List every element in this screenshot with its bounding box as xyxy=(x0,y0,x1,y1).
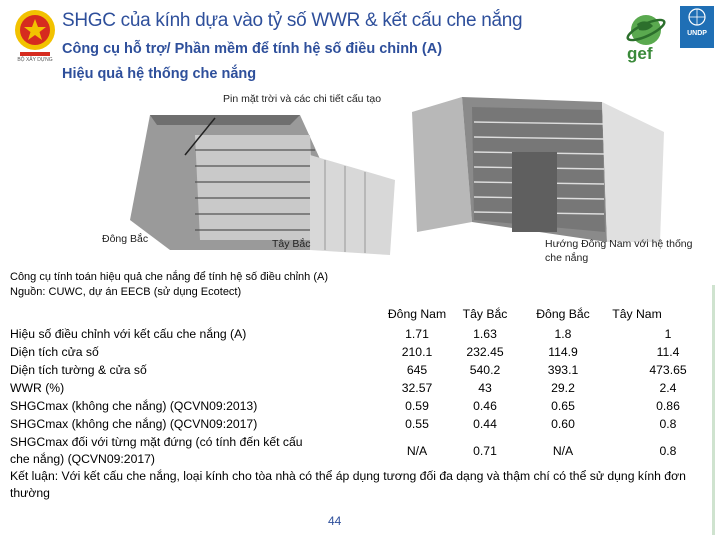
table-cell: 1 xyxy=(664,327,672,341)
table-cell: 1.71 xyxy=(405,327,429,341)
col-header-dong-bac: Đông Bắc xyxy=(536,307,590,321)
table-cell: 232.45 xyxy=(466,345,504,359)
table-cell: 29.2 xyxy=(551,381,575,395)
table-cell: 0.86 xyxy=(656,399,680,413)
caption-northeast: Đông Bắc xyxy=(102,233,149,245)
row-label-a-factor: Hiệu số điều chỉnh với kết cấu che nắng (A) xyxy=(10,327,247,341)
table-cell: 0.71 xyxy=(473,444,497,458)
emblem-caption: BỘ XÂY DỰNG xyxy=(17,57,53,63)
table-cell: 32.57 xyxy=(401,381,433,395)
table-cell: 0.60 xyxy=(551,417,575,431)
table-cell: N/A xyxy=(406,444,428,458)
slide-title: SHGC của kính dựa vào tỷ số WWR & kết cấu che nắng xyxy=(62,10,523,31)
row-label-window-area: Diện tích cửa số xyxy=(10,345,99,359)
gef-label: gef xyxy=(627,44,653,63)
col-header-tay-bac: Tây Bắc xyxy=(462,307,508,321)
row-label-shgc-2017: SHGCmax (không che nắng) (QCVN09:2017) xyxy=(10,417,258,431)
decorative-side-bar xyxy=(712,285,715,535)
table-cell: 43 xyxy=(478,381,492,395)
table-cell: 645 xyxy=(406,363,428,377)
page-number: 44 xyxy=(328,514,342,528)
table-cell: 11.4 xyxy=(656,345,680,359)
row-label-shgc-2013: SHGCmax (không che nắng) (QCVN09:2013) xyxy=(10,399,258,413)
caption-southeast-shading: Hướng Đông Nam với hệ thống che nắng xyxy=(545,238,693,264)
col-header-tay-nam: Tây Nam xyxy=(612,307,662,321)
table-cell: 2.4 xyxy=(659,381,677,395)
table-cell: 114.9 xyxy=(548,345,578,359)
intro-line-1: Công cụ tính toán hiệu quả che nắng để tính hệ số điều chỉnh (A) xyxy=(10,271,329,283)
row-label-shgc-facade-line1: SHGCmax đối với từng mặt đứng (có tính đến kết cấu xyxy=(10,435,303,449)
undp-label: UNDP xyxy=(687,30,707,37)
national-emblem-logo xyxy=(12,8,58,64)
table-cell: 0.44 xyxy=(473,417,497,431)
table-cell: 0.55 xyxy=(405,417,429,431)
table-cell: 0.8 xyxy=(659,417,677,431)
row-label-wwr: WWR (%) xyxy=(10,381,65,395)
undp-logo xyxy=(680,6,714,66)
table-cell: 0.8 xyxy=(659,444,677,458)
slide-subtitle: Công cụ hỗ trợ/ Phần mềm để tính hệ số điều chỉnh (A) xyxy=(62,41,443,57)
gef-logo xyxy=(617,8,675,66)
table-cell: 0.65 xyxy=(551,399,575,413)
table-cell: 0.46 xyxy=(473,399,497,413)
table-cell: 210.1 xyxy=(401,345,433,359)
intro-line-2: Nguồn: CUWC, dự án EECB (sử dụng Ecotect) xyxy=(10,286,242,298)
table-cell: 540.2 xyxy=(469,363,501,377)
caption-northwest: Tây Bắc xyxy=(272,238,311,250)
table-cell: 393.1 xyxy=(547,363,579,377)
table-cell: 1.63 xyxy=(473,327,497,341)
caption-solar-panel: Pin mặt trời và các chi tiết cấu tạo xyxy=(223,92,393,106)
table-cell: 473.65 xyxy=(649,363,687,377)
table-cell: 1.8 xyxy=(554,327,572,341)
row-label-wall-window-area: Diện tích tường & cửa số xyxy=(10,363,147,377)
slide-subtitle-2: Hiệu quả hệ thống che nắng xyxy=(62,66,257,82)
table-cell: N/A xyxy=(552,444,574,458)
building-model-southeast-image xyxy=(402,92,670,260)
conclusion-text: Kết luận: Với kết cấu che nắng, loại kính cho tòa nhà có thể áp dụng tương đối đa dạng và thậm chí có thể sử dụng kính đơn thường xyxy=(10,469,686,500)
table-cell: 0.59 xyxy=(405,399,429,413)
row-label-shgc-facade-line2: che nắng) (QCVN09:2017) xyxy=(10,452,155,466)
col-header-dong-nam: Đông Nam xyxy=(387,307,447,321)
